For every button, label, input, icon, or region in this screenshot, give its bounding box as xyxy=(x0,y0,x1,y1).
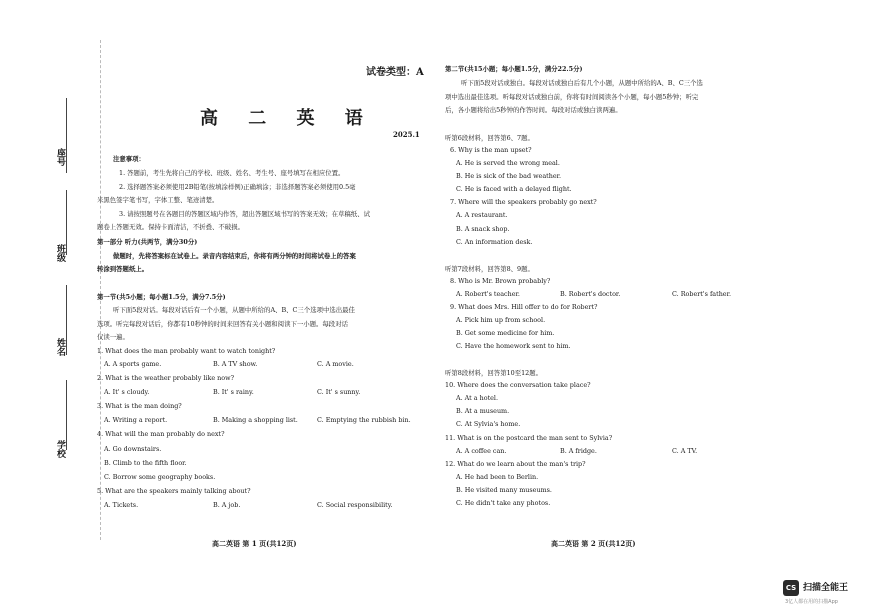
option-b: B. He visited many museums. xyxy=(456,486,552,494)
camscanner-name: 扫描全能王 xyxy=(803,583,849,593)
question: 9. What does Mrs. Hill offer to do for Robert? xyxy=(450,303,598,311)
question: 5. What are the speakers mainly talking about? xyxy=(97,487,251,495)
page-footer-right: 高二英语 第 2 页(共12页) xyxy=(551,539,636,548)
group-heading: 听第8段材料，回答第10至12题。 xyxy=(445,369,543,377)
part1-intro: 做题时，先将答案标在试卷上。录音内容结束后，你将有两分钟的时间将试卷上的答案 xyxy=(113,252,356,260)
option-a: A. Pick him up from school. xyxy=(456,316,546,324)
option-b: B. He is sick of the bad weather. xyxy=(456,172,561,180)
option-a: A. He had been to Berlin. xyxy=(456,473,539,481)
option-c: C. An information desk. xyxy=(456,238,533,246)
school-label: 学校 xyxy=(55,440,65,458)
option-a: A. Robert's teacher. xyxy=(456,290,520,298)
notes-heading: 注意事项： xyxy=(113,155,145,163)
option-c: C. He is faced with a delayed flight. xyxy=(456,185,572,193)
question: 2. What is the weather probably like now? xyxy=(97,374,234,382)
note-line: 3. 请按照题号在各题目的答题区域内作答，超出答题区域书写的答案无效；在草稿纸、试 xyxy=(119,210,370,218)
option-c: C. He didn't take any photos. xyxy=(456,499,551,507)
option-c: C. Emptying the rubbish bin. xyxy=(317,416,411,424)
option-b: B. At a museum. xyxy=(456,407,510,415)
note-line: 米黑色签字笔书写，字体工整、笔迹清楚。 xyxy=(97,196,219,204)
option-b: B. A snack shop. xyxy=(456,225,510,233)
section1-intro: 仅读一遍。 xyxy=(97,333,129,341)
group-heading: 听第6段材料，回答第6、7题。 xyxy=(445,134,534,142)
question: 10. Where does the conversation take place? xyxy=(445,381,591,389)
option-b: B. Get some medicine for him. xyxy=(456,329,555,337)
option-b: B. A fridge. xyxy=(560,447,597,455)
section1-heading: 第一节(共5小题；每小题1.5分，满分7.5分) xyxy=(97,293,226,301)
group-heading: 听第7段材料，回答第8、9题。 xyxy=(445,265,534,273)
section2-intro: 后，各小题将给出5秒钟的作答时间。每段对话或独白读两遍。 xyxy=(445,106,622,114)
option-c: C. A movie. xyxy=(317,360,354,368)
question: 3. What is the man doing? xyxy=(97,402,182,410)
option-c: C. Robert's father. xyxy=(672,290,731,298)
part1-heading: 第一部分 听力(共两节，满分30分) xyxy=(97,238,198,246)
option-b: B. Robert's doctor. xyxy=(560,290,621,298)
note-line: 题卷上答题无效。保持卡面清洁，不折叠、不破损。 xyxy=(97,223,244,231)
option-a: A. Tickets. xyxy=(104,501,139,509)
option-a: A. Writing a report. xyxy=(104,416,168,424)
option-b: B. It' s rainy. xyxy=(213,388,254,396)
question: 7. Where will the speakers probably go next? xyxy=(450,198,597,206)
option-b: B. A job. xyxy=(213,501,241,509)
option-a: A. Go downstairs. xyxy=(104,445,162,453)
option-b: B. A TV show. xyxy=(213,360,258,368)
option-c: C. At Sylvia's home. xyxy=(456,420,521,428)
option-c: C. A TV. xyxy=(672,447,698,455)
option-c: C. It' s sunny. xyxy=(317,388,361,396)
note-line: 2. 选择题答案必须使用2B铅笔(按填涂样例)正确填涂；非选择题答案必须使用0.5毫 xyxy=(119,183,356,191)
section2-intro: 听下面5段对话或独白。每段对话或独白后有几个小题，从题中所给的A、B、C三个选 xyxy=(461,79,703,87)
option-a: A. He is served the wrong meal. xyxy=(456,159,560,167)
question: 12. What do we learn about the man's trip? xyxy=(445,460,586,468)
option-c: C. Social responsibility. xyxy=(317,501,393,509)
option-c: C. Have the homework sent to him. xyxy=(456,342,571,350)
option-c: C. Borrow some geography books. xyxy=(104,473,216,481)
section2-heading: 第二节(共15小题；每小题1.5分，满分22.5分) xyxy=(445,65,583,73)
option-a: A. A coffee can. xyxy=(456,447,507,455)
question: 8. Who is Mr. Brown probably? xyxy=(450,277,551,285)
name-label: 姓名 xyxy=(55,338,65,356)
page-footer-left: 高二英语 第 1 页(共12页) xyxy=(212,539,297,548)
option-a: A. At a hotel. xyxy=(456,394,499,402)
paper-type: 试卷类型：A xyxy=(366,67,424,78)
question: 1. What does the man probably want to watch tonight? xyxy=(97,347,276,355)
exam-date: 2025.1 xyxy=(393,130,420,139)
camscanner-tagline: 3亿人都在用的扫描App xyxy=(785,599,838,605)
class-label: 班级 xyxy=(55,244,65,262)
note-line: 1. 答题前，考生先将自己的学校、班级、姓名、考生号、座号填写在相应位置。 xyxy=(119,169,345,177)
seat-label: 座号 xyxy=(55,148,65,166)
section1-intro: 听下面5段对话。每段对话后有一个小题，从题中所给的A、B、C三个选项中选出最佳 xyxy=(113,306,355,314)
section1-intro: 选项。听完每段对话后，你都有10秒钟的时间来回答有关小题和阅读下一小题。每段对话 xyxy=(97,320,348,328)
option-b: B. Climb to the fifth floor. xyxy=(104,459,187,467)
binding-dashed-line xyxy=(100,40,102,540)
option-a: A. A sports game. xyxy=(104,360,162,368)
option-b: B. Making a shopping list. xyxy=(213,416,298,424)
section2-intro: 项中选出最佳选项。听每段对话或独白前，你将有时间阅读各个小题，每小题5秒钟；听完 xyxy=(445,93,699,101)
part1-intro: 转涂到答题纸上。 xyxy=(97,265,149,273)
question: 6. Why is the man upset? xyxy=(450,146,532,154)
camscanner-logo-icon: CS xyxy=(783,580,799,596)
question: 11. What is on the postcard the man sent to Sylvia? xyxy=(445,434,613,442)
option-a: A. It' s cloudy. xyxy=(104,388,150,396)
option-a: A. A restaurant. xyxy=(456,211,508,219)
page-title: 高 二 英 语 xyxy=(200,108,375,129)
question: 4. What will the man probably do next? xyxy=(97,430,225,438)
